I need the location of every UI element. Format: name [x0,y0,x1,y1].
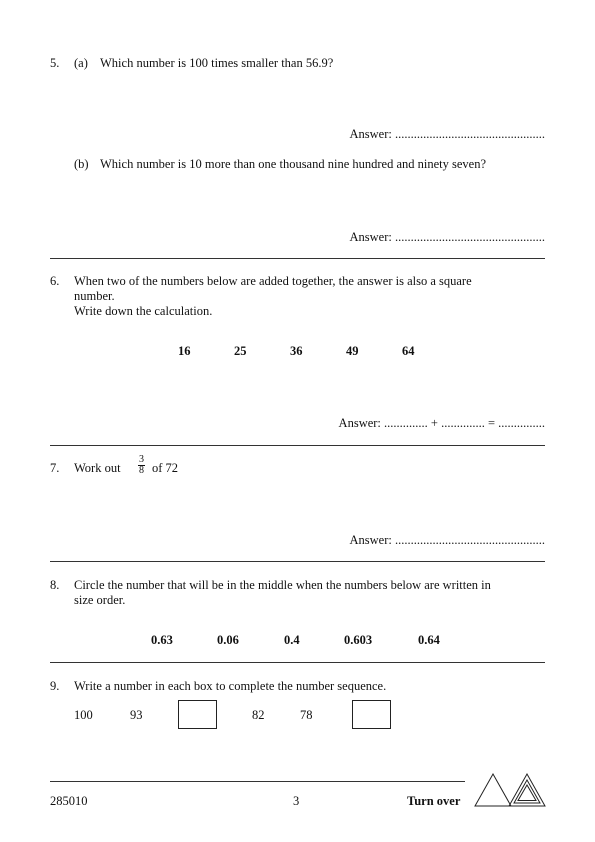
footer-page-number: 3 [293,794,300,808]
q8-text-line1: Circle the number that will be in the middle when the numbers below are written in [74,578,491,592]
q8-number-option[interactable]: 0.603 [344,633,373,647]
divider [50,445,545,446]
q8-number-option[interactable]: 0.4 [284,633,300,647]
q8-number-option[interactable]: 0.64 [418,633,440,647]
divider [50,258,545,259]
q9-text: Write a number in each box to complete the number sequence. [74,679,387,693]
q8-text-line2: size order. [74,593,126,607]
q7-text-after: of 72 [152,461,179,475]
footer-turn-over: Turn over [407,794,461,808]
q8-number-option[interactable]: 0.63 [151,633,173,647]
q7-number: 7. [50,461,60,475]
q8-number: 8. [50,578,60,592]
divider [50,561,545,562]
q5b-answer-line[interactable]: Answer: ................................................ [349,230,545,244]
q7-text: Work out [74,461,121,475]
q9-sequence-term: 100 [74,708,93,722]
q6-number-item: 49 [346,344,359,358]
divider [50,662,545,663]
q6-number-item: 64 [402,344,415,358]
q9-sequence-term: 93 [130,708,143,722]
q6-number-item: 25 [234,344,247,358]
triangles-logo-icon [473,772,551,808]
q6-number-item: 16 [178,344,191,358]
q9-answer-box-1[interactable] [178,700,217,729]
q7-fraction [138,455,145,476]
q5-number: 5. [50,56,60,70]
q6-text-line3: Write down the calculation. [74,304,213,318]
q5a-text: Which number is 100 times smaller than 56.9? [100,56,334,70]
q6-text-line2: number. [74,289,115,303]
q5a-answer-line[interactable]: Answer: ................................................ [349,127,545,141]
q9-sequence-term: 78 [300,708,313,722]
q5b-label: (b) [74,157,89,171]
q5b-text: Which number is 10 more than one thousand nine hundred and ninety seven? [100,157,487,171]
q6-number-item: 36 [290,344,303,358]
q9-number: 9. [50,679,60,693]
footer-rule [50,781,465,782]
q8-number-option[interactable]: 0.06 [217,633,239,647]
q7-answer-line[interactable]: Answer: ................................................ [349,533,545,547]
q9-sequence-term: 82 [252,708,265,722]
q7-fraction-numerator: 3 [139,454,144,465]
q7-fraction-denominator: 8 [139,465,144,476]
q6-answer-line[interactable]: Answer: .............. + .............. = ............... [338,416,545,430]
q9-answer-box-2[interactable] [352,700,391,729]
footer-code: 285010 [50,794,88,808]
q6-number: 6. [50,274,60,288]
q6-text-line1: When two of the numbers below are added together, the answer is also a square [74,274,472,288]
q5a-label: (a) [74,56,88,70]
